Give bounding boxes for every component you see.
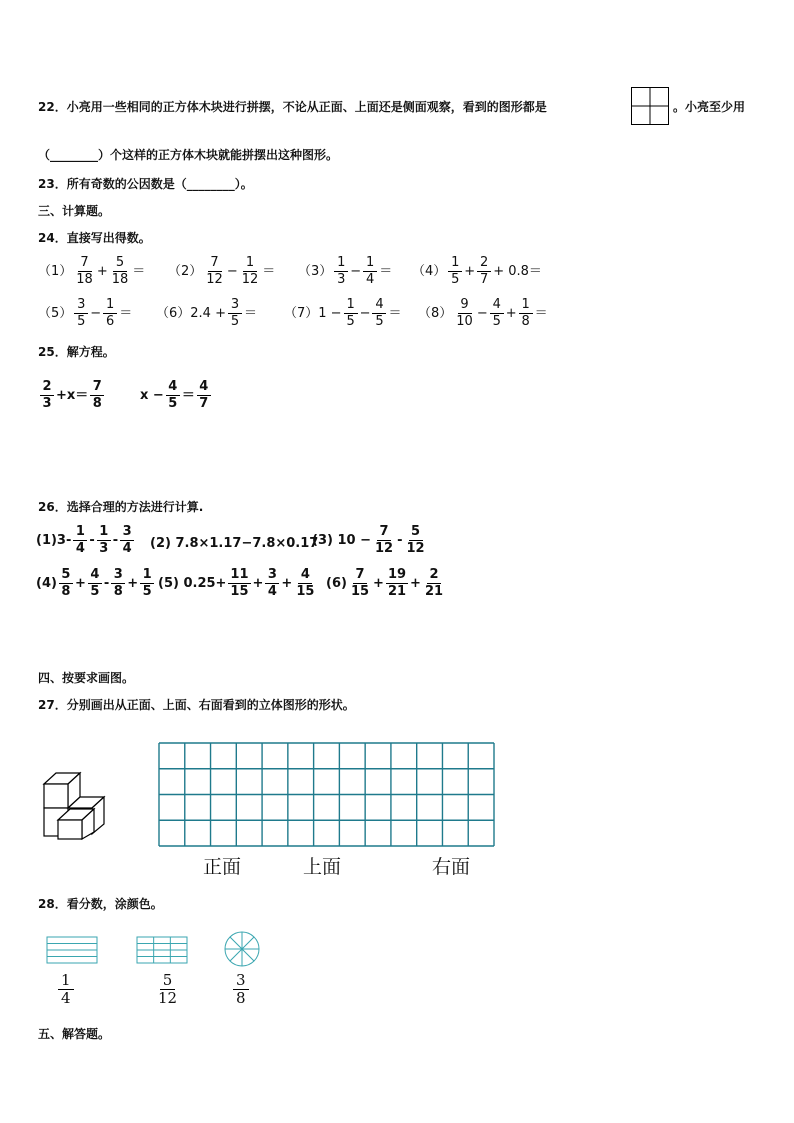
q22-text-c: （________）个这样的正方体木块就能拼摆出这种图形。 [38,148,339,162]
numerator: 4 [88,568,102,584]
numerator: 3 [265,568,279,584]
tail: + 0.8＝ [493,264,542,279]
denominator: 21 [387,584,407,599]
q26-title: 26．选择合理的方法进行计算. [38,500,204,514]
equals: ＝ [388,306,402,321]
numerator: 4 [372,298,386,314]
prefix: 2.4 + [190,306,226,321]
item-label: (1)3- [36,533,72,548]
numerator: 3 [111,568,125,584]
operator: + [410,576,421,591]
operator: + [505,306,517,321]
item-label: （7） [284,306,319,321]
q22-line1 [38,100,547,114]
numerator: 7 [377,525,391,541]
operator: − [359,306,371,321]
numerator: 7 [78,256,92,272]
denominator: 4 [366,272,375,287]
denominator: 5 [77,314,86,329]
denominator: 15 [350,584,370,599]
numerator: 5 [160,972,176,990]
denominator: 8 [236,989,246,1007]
denominator: 3 [337,272,346,287]
denominator: 3 [99,541,109,556]
operator: - [112,533,119,548]
fraction-rectangle-twelfths[interactable] [136,936,188,964]
q26-item-4 [36,568,156,599]
section-4-title: 四、按要求画图。 [38,671,135,685]
equals: ＝ [534,306,548,321]
cube-stack-figure [40,772,110,840]
equals: ＝ [243,306,257,321]
fraction-rectangle-quarters[interactable] [46,936,98,964]
q25-equation-2 [140,380,213,411]
numerator: 1 [363,256,377,272]
numerator: 1 [97,525,111,541]
denominator: 18 [111,272,129,287]
denominator: 8 [61,584,71,599]
operator: − [226,264,238,279]
q24-item-3 [298,256,392,287]
denominator: 12 [374,541,394,556]
q24-title: 24．直接写出得数。 [38,231,151,245]
denominator: 5 [168,396,178,411]
denominator: 5 [451,272,460,287]
denominator: 4 [61,989,71,1007]
item-label: (4) [36,576,57,591]
q26-item-3 [312,525,429,556]
denominator: 5 [142,584,152,599]
numerator: 7 [208,256,222,272]
numerator: 5 [113,256,127,272]
square-grid-icon [631,87,669,125]
q23-text: 23．所有奇数的公因数是（________）。 [38,177,253,191]
q24-item-4 [412,256,542,287]
denominator: 15 [230,584,249,599]
q22-text-b: 。小亮至少用 [673,100,746,114]
shape-division-line [230,949,242,961]
numerator: 7 [353,568,367,584]
q26-item-6 [326,568,447,599]
fraction-label-2 [155,972,180,1007]
item-label: （4） [412,264,447,279]
denominator: 7 [480,272,489,287]
numerator: 4 [197,380,211,396]
numerator: 1 [519,298,533,314]
equals: ＝ [262,264,276,279]
operator: - [103,576,110,591]
operator: + [127,576,139,591]
numerator: 2 [40,380,54,396]
item-label: （2） [168,264,203,279]
item-label: （8） [418,306,453,321]
numerator: 1 [344,298,358,314]
item-label: （1） [38,264,73,279]
section-3-title: 三、计算题。 [38,204,111,218]
denominator: 12 [158,989,178,1007]
numerator: 7 [90,380,104,396]
denominator: 12 [206,272,223,287]
denominator: 12 [241,272,259,287]
item-label: （6） [156,306,191,321]
numerator: 5 [409,525,423,541]
operator: − [476,306,488,321]
item-label: (5) 0.25+ [158,576,227,591]
denominator: 8 [92,396,102,411]
prefix: 1 − [318,306,342,321]
section-5-title: 五、解答题。 [38,1027,111,1041]
q26-item-1 [36,525,136,556]
operator: + [96,264,108,279]
denominator: 5 [492,314,501,329]
q24-item-8 [418,298,548,329]
q28-title: 28．看分数，涂颜色。 [38,897,163,911]
item-label: (3) 10 − [312,533,371,548]
shape-division-line [230,937,242,949]
denominator: 18 [76,272,93,287]
operator: + [252,576,264,591]
equation-middle: ＝ [181,388,195,403]
shape-division-line [242,949,254,961]
operator: − [350,264,362,279]
equation-middle: +x＝ [56,388,89,403]
equals: ＝ [119,306,133,321]
denominator: 8 [521,314,530,329]
numerator: 1 [58,972,74,990]
fraction-label-1 [58,972,74,1007]
numerator: 1 [243,256,257,272]
numerator: 2 [427,568,441,584]
denominator: 7 [199,396,209,411]
denominator: 21 [424,584,444,599]
denominator: 4 [122,541,132,556]
numerator: 9 [458,298,472,314]
numerator: 5 [59,568,73,584]
numerator: 1 [103,298,117,314]
shape-division-line [242,937,254,949]
q26-item-5 [158,568,318,599]
q24-item-1 [38,256,145,287]
numerator: 1 [334,256,348,272]
denominator: 4 [267,584,277,599]
label-right-view: 右面 [432,856,471,878]
q27-title: 27．分别画出从正面、上面、右面看到的立体图形的形状。 [38,698,355,712]
numerator: 3 [228,298,242,314]
denominator: 5 [90,584,100,599]
operator: - [89,533,95,548]
q25-title: 25．解方程。 [38,345,115,359]
numerator: 3 [120,525,134,541]
denominator: 5 [230,314,240,329]
fraction-label-3 [233,972,249,1007]
item-label: （5） [38,306,73,321]
label-front-view: 正面 [203,856,242,878]
q24-item-5 [38,298,132,329]
operator: + [281,576,293,591]
denominator: 5 [375,314,384,329]
numerator: 4 [166,380,180,396]
denominator: 15 [296,584,315,599]
numerator: 4 [298,568,312,584]
numerator: 1 [448,256,462,272]
denominator: 4 [75,541,85,556]
operator: − [90,306,102,321]
denominator: 5 [346,314,355,329]
numerator: 3 [74,298,88,314]
q24-item-6 [156,298,257,329]
numerator: 2 [477,256,491,272]
fraction-circle-eighths[interactable] [224,931,260,967]
denominator: 6 [106,314,115,329]
item-label: (6) [326,576,347,591]
equals: ＝ [379,264,393,279]
q24-item-7 [284,298,402,329]
label-top-view: 上面 [303,856,342,878]
denominator: 10 [456,314,473,329]
q25-equation-1 [38,380,106,411]
q26-item-2 [150,537,318,550]
q24-item-2 [168,256,275,287]
numerator: 11 [230,567,249,582]
operator: + [464,264,476,279]
item-text: (2) 7.8×1.17−7.8×0.17 [150,536,319,551]
numerator: 1 [140,568,154,584]
item-label: （3） [298,264,333,279]
numerator: 19 [387,567,407,582]
numerator: 4 [490,298,504,314]
numerator: 1 [73,525,87,541]
q22-text-a: 22．小亮用一些相同的正方体木块进行拼摆，不论从正面、上面还是侧面观察，看到的图形都是 [38,100,547,114]
denominator: 12 [406,541,425,556]
equals: ＝ [132,264,146,279]
denominator: 8 [113,584,123,599]
operator: - [397,533,403,548]
drawing-grid[interactable] [158,742,495,847]
operator: + [74,576,86,591]
numerator: 3 [233,972,249,990]
prefix: x − [140,388,164,403]
operator: + [373,576,384,591]
denominator: 3 [42,396,52,411]
